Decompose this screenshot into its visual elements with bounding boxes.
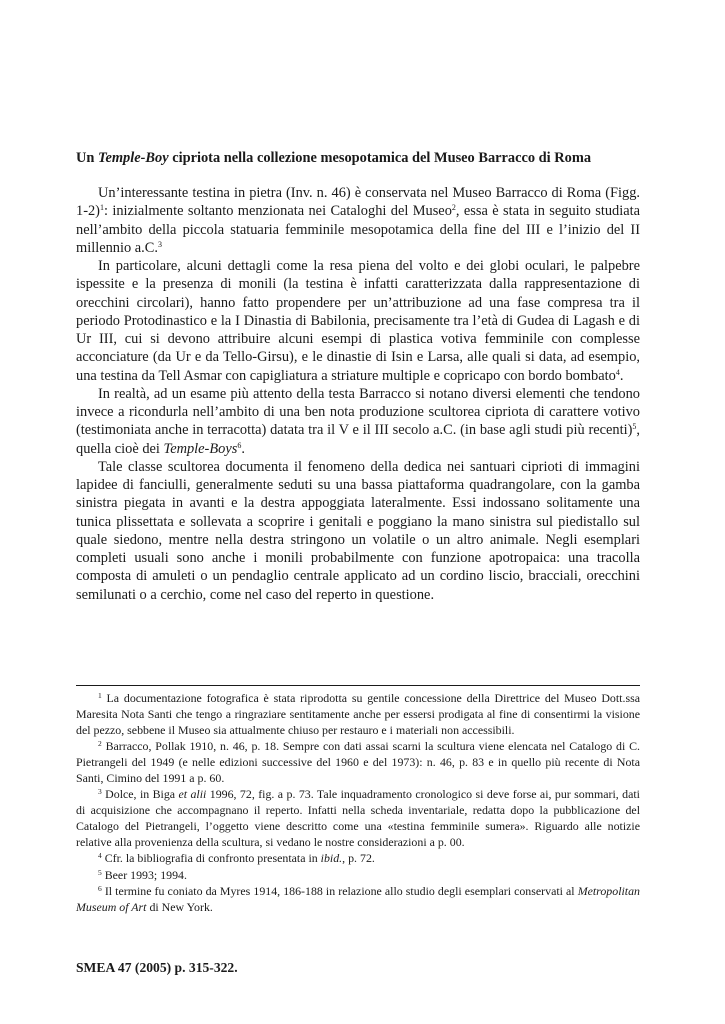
article-body [76, 184, 640, 604]
footnote-1: $^1$ La documentazione fotografica è stata riprodotta su gentile concessione della Direttrice del Museo Dott.ssa Maresita Nota Santi che tengo a ringraziare sentitamente anche per essersi prodigata al fine di consentirmi la visione del pezzo, sebbene il Museo sia attualmente chiuso per restauro e i materiali non accessibili. [76, 691, 640, 738]
footnote-ref-4[interactable]: 4 [615, 367, 620, 377]
body-paragraph-3: In realtà, ad un esame più attento della testa Barracco si notano diversi elementi che tendono invece a ricondurla nell’ambito di una ben nota produzione scultorea cipriota di carattere votivo (testimoniata anche in terracotta) datata tra il V e il III secolo a.C. (in base agli studi più recenti)$^5$, quella cioè dei Temple-Boys$^6$. [76, 385, 640, 457]
footnote-2: $^2$ Barracco, Pollak 1910, n. 46, p. 18. Sempre con dati assai scarni la scultura viene elencata nel Catalogo di C. Pietrangeli del 1949 (e nelle edizioni successive del 1960 e del 1973): n. 46, p. 83 e in quello più recente di Nota Santi, Cimino del 1991 a p. 60. [76, 739, 640, 786]
footnote-ref-2[interactable]: 2 [451, 203, 456, 213]
footnote-4: $^4$ Cfr. la bibliografia di confronto presentata in ibid., p. 72. [98, 851, 375, 866]
footnotes [76, 690, 640, 915]
article-title [76, 150, 676, 167]
footnote-5: $^5$ Beer 1993; 1994. [98, 867, 187, 882]
title-text: Un [76, 150, 98, 166]
footnote-3: $^3$ Dolce, in Biga et alii 1996, 72, fig. a p. 73. Tale inquadramento cronologico si deve forse ai, pur sommari, dati di acquisizione che accompagnano il reperto. Infatti nella scheda inventariale, redatta dopo la pubblicazione del Catalogo del Pietrangeli, l’oggetto viene descritto come una «testina femminile sumera». Riguardo alle notizie relative alla provenienza della scultura, si vedano le nostre considerazioni a p. 00. [76, 787, 640, 850]
body-paragraph-2: In particolare, alcuni dettagli come la resa piena del volto e dei globi oculari, le palpebre ispessite e la presenza di monili (la testina è infatti caratterizzata dalla rappresentazione di orecchini circolari), hanno fatto propendere per un’attribuzione ad una fase compresa tra il periodo Protodinastico e la I Dinastia di Babilonia, precisamente tra l’età di Gudea di Lagash e di Ur III, cui si devono attribuire alcuni esempi di plastica votiva femminile con complesse acconciature (da Ur e da Tello-Girsu), e le dinastie di Isin e Larsa, alle quali si data, ad esempio, una testina da Tell Asmar con capigliatura a striature multiple e copricapo con bordo bombato$^4$. [76, 258, 640, 384]
footnote-ref-3[interactable]: 3 [157, 239, 162, 249]
title-italic-term: Temple-Boy [98, 150, 169, 166]
journal-citation: SMEA 47 (2005) p. 315-322. [76, 960, 238, 975]
body-paragraph-1: Un’interessante testina in pietra (Inv. n. 46) è conservata nel Museo Barracco di Roma (Figg. 1-2)$^1$: inizialmente soltanto menzionata nei Cataloghi del Museo$^2$, essa è stata in seguito studiata nell’ambito della piccola statuaria femminile mesopotamica della fine del III e l’inizio del II millennio a.C.$^3$ [76, 185, 640, 256]
footnote-divider [76, 685, 640, 686]
footnote-ref-1[interactable]: 1 [99, 203, 104, 213]
body-paragraph-4: Tale classe scultorea documenta il fenomeno della dedica nei santuari ciprioti di immagini lapidee di fanciulli, generalmente seduti su una bassa piattaforma quadrangolare, con la gamba sinistra piegata in avanti e la destra appoggiata lateralmente. Essi indossano solitamente una tunica plissettata e sollevata a scoprire i genitali e poggiano la mano sinistra sul piedistallo sul quale siedono, mentre nella destra stringono un volatile o un altro animale. Negli esemplari completi usuali sono anche i monili probabilmente con funzione apotropaica: una tracolla composta di amuleti o un pendaglio centrale applicato ad un cordino liscio, bracciali, orecchini semilunati o a cerchio, come nel caso del reperto in questione. [76, 458, 640, 603]
title-text-rest: cipriota nella collezione mesopotamica del Museo Barracco di Roma [168, 150, 592, 166]
footnote-6: $^6$ Il termine fu coniato da Myres 1914, 186-188 in relazione allo studio degli esemplari conservati al Metropolitan Museum of Art di New York. [76, 883, 640, 914]
footnote-ref-6[interactable]: 6 [237, 440, 242, 450]
footnote-ref-5[interactable]: 5 [632, 422, 637, 432]
